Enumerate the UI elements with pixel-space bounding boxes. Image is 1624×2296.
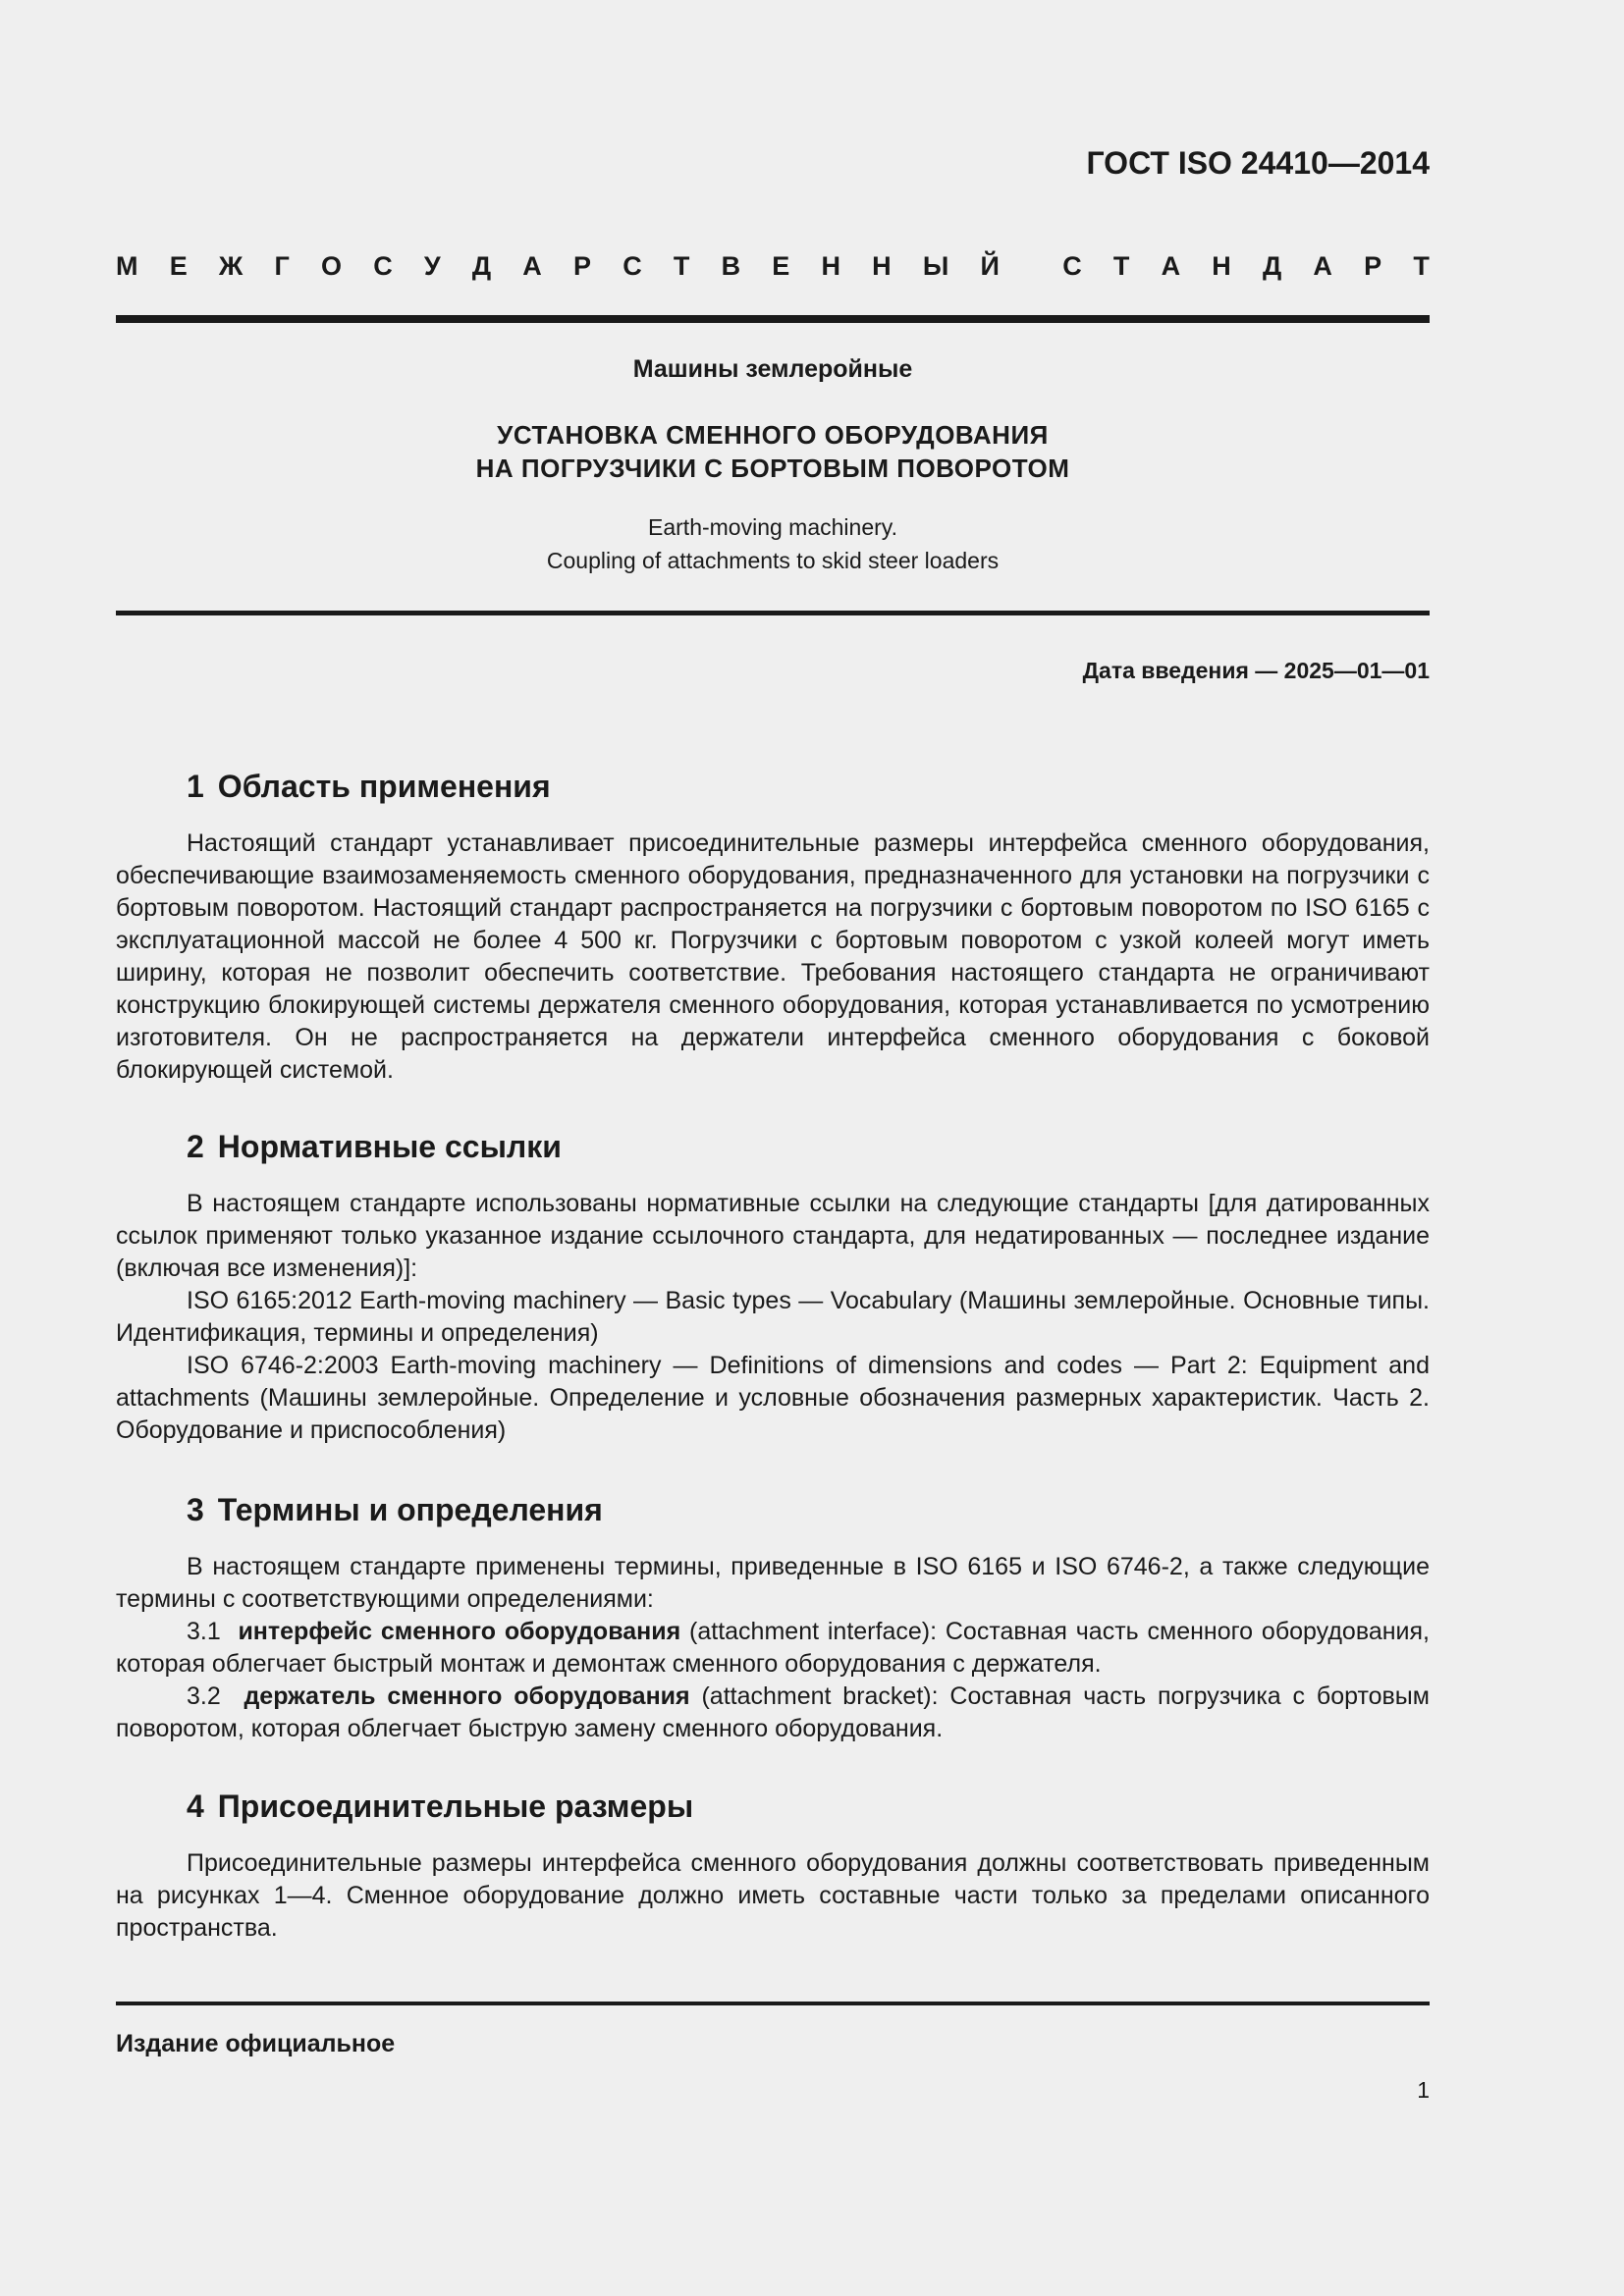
footer-divider <box>116 2002 1430 2005</box>
title-line-2: НА ПОГРУЗЧИКИ С БОРТОВЫМ ПОВОРОТОМ <box>475 454 1070 483</box>
introduction-date: Дата введения — 2025—01—01 <box>1082 658 1430 683</box>
section-2 <box>116 1127 1430 1447</box>
page-number: 1 <box>1417 2077 1430 2103</box>
term-item: 3.1 интерфейс сменного оборудования (attachment interface): Составная часть сменного оборудования, которая облегчает быстрый монтаж и демонтаж сменного оборудования с держателя. <box>116 1618 1430 1678</box>
title-divider <box>116 611 1430 615</box>
term-name: держатель сменного оборудования <box>244 1682 690 1710</box>
title-en-line-2: Coupling of attachments to skid steer loaders <box>546 548 1000 573</box>
official-edition-label: Издание официальное <box>116 2030 396 2057</box>
section-3 <box>116 1490 1430 1745</box>
top-divider <box>116 315 1430 323</box>
title-line-1: УСТАНОВКА СМЕННОГО ОБОРУДОВАНИЯ <box>497 420 1049 450</box>
document-title <box>116 418 1430 485</box>
document-code: ГОСТ ISO 24410—2014 <box>1086 145 1430 181</box>
section-heading: 3 Термины и определения <box>187 1492 603 1527</box>
paragraph: В настоящем стандарте применены термины, приведенные в ISO 6165 и ISO 6746-2, а также следующие термины с соответствующими определениями: <box>116 1553 1430 1613</box>
section-heading: 4 Присоединительные размеры <box>187 1789 694 1824</box>
paragraph: В настоящем стандарте использованы нормативные ссылки на следующие стандарты [для датированных ссылок применяют только указанное издание ссылочного стандарта, для недатированных — последнее издание (включая все изменения)]: <box>116 1190 1430 1282</box>
term-item: 3.2 держатель сменного оборудования (attachment bracket): Составная часть погрузчика с бортовым поворотом, которая облегчает быструю замену сменного оборудования. <box>116 1682 1430 1742</box>
section-1 <box>116 767 1430 1087</box>
title-en-line-1: Earth-moving machinery. <box>648 514 897 540</box>
reference-item: ISO 6746-2:2003 Earth-moving machinery — Definitions of dimensions and codes — Part 2: Equipment and attachments (Машины землеройные. Определение и условные обозначения размерных характеристик. Часть 2. Оборудование и приспособления) <box>116 1352 1430 1444</box>
section-heading: 1 Область применения <box>187 769 551 804</box>
category-title: Машины землеройные <box>632 355 913 383</box>
section-heading: 2 Нормативные ссылки <box>187 1129 562 1164</box>
standard-type-heading: М Е Ж Г О С У Д А Р С Т В Е Н Н Ы Й С Т А Н Д А Р Т <box>116 251 1430 281</box>
document-title-en <box>116 510 1430 577</box>
reference-item: ISO 6165:2012 Earth-moving machinery — Basic types — Vocabulary (Машины землеройные. Основные типы. Идентификация, термины и определения) <box>116 1287 1430 1347</box>
paragraph: Настоящий стандарт устанавливает присоединительные размеры интерфейса сменного оборудования, обеспечивающие взаимозаменяемость сменного оборудования, предназначенного для установки на погрузчики с бортовым поворотом. Настоящий стандарт распространяется на погрузчики с бортовым поворотом по ISO 6165 с эксплуатационной массой не более 4 500 кг. Погрузчики с бортовым поворотом с узкой колеей могут иметь ширину, которая не позволит обеспечить соответствие. Требования настоящего стандарта не ограничивают конструкцию блокирующей системы держателя сменного оборудования, которая устанавливается по усмотрению изготовителя. Он не распространяется на держатели интерфейса сменного оборудования с боковой блокирующей системой. <box>116 829 1430 1084</box>
term-name: интерфейс сменного оборудования <box>238 1618 681 1645</box>
section-4 <box>116 1787 1430 1945</box>
paragraph: Присоединительные размеры интерфейса сменного оборудования должны соответствовать приведенным на рисунках 1—4. Сменное оборудование должно иметь составные части только за пределами описанного пространства. <box>116 1849 1430 1942</box>
